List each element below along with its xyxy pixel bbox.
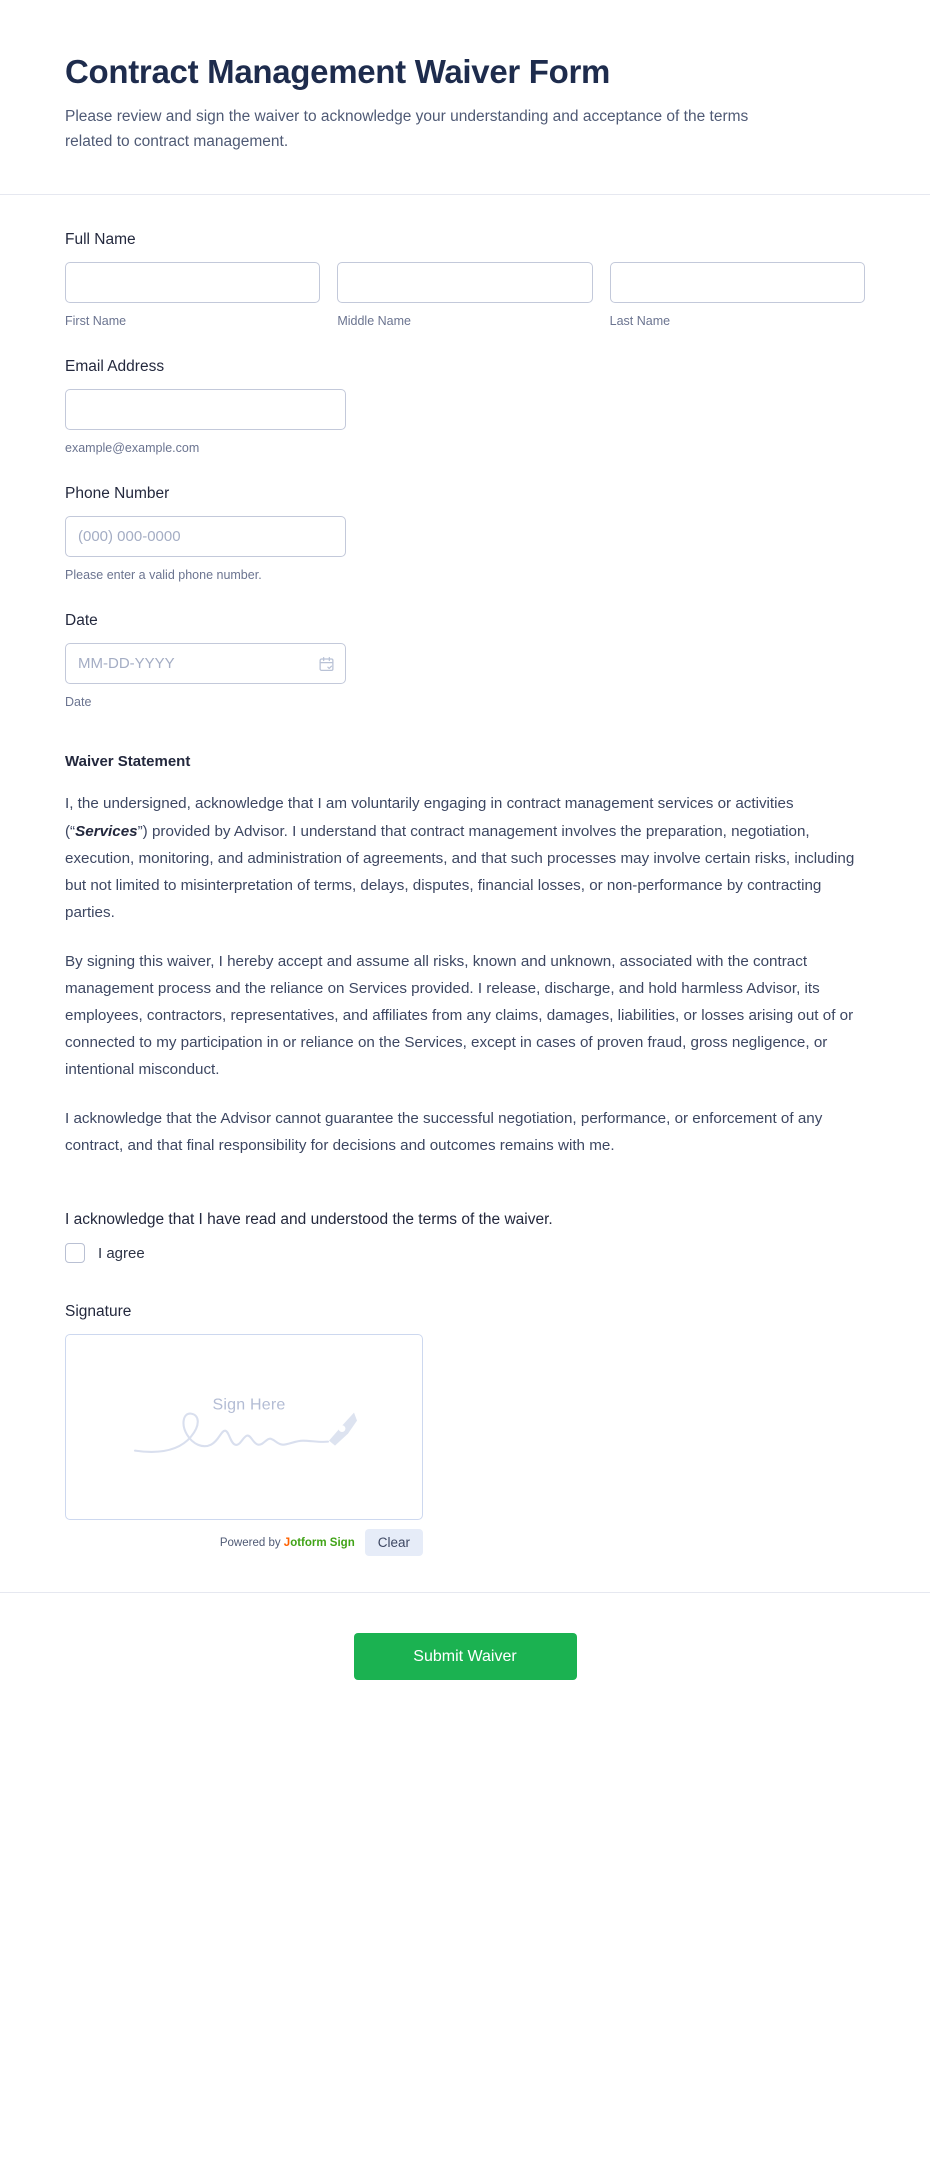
form-footer [0, 1592, 930, 1740]
signature-section [65, 1303, 865, 1556]
signature-pad[interactable] [65, 1334, 423, 1520]
first-name-input[interactable] [65, 262, 320, 303]
phone-label: Phone Number [65, 485, 170, 503]
page-title: Contract Management Waiver Form [65, 53, 611, 90]
waiver-paragraph-2: By signing this waiver, I hereby accept and assume all risks, known and unknown, associated with the contract management process and the reliance on Services provided. I release, discharge, and hold harmless Advisor, its employees, contractors, representatives, and affiliates from any claims, damages, liabilities, or losses arising out of or connected to my participation in or reliance on the Services, except in cases of proven fraud, gross negligence, or intentional misconduct. [65, 952, 854, 1078]
email-label: Email Address [65, 358, 165, 376]
middle-name-column [337, 262, 592, 328]
acknowledgement-question: I acknowledge that I have read and understood the terms of the waiver. [65, 1211, 553, 1229]
field-phone-number [65, 485, 865, 582]
clear-signature-button[interactable]: Clear [365, 1529, 423, 1556]
first-name-column [65, 262, 320, 328]
waiver-paragraph-1 [65, 790, 865, 925]
phone-field[interactable] [65, 516, 346, 557]
form-header [0, 0, 930, 195]
waiver-paragraph-1-after: ”) provided by Advisor. I understand that contract management involves the preparation, negotiation, execution, monitoring, and administration of agreements, and that such processes may involve certain risks, including but not limited to misinterpretation of terms, delays, disputes, financial losses, or non-performance by contracting parties. [65, 822, 855, 921]
form-body [0, 195, 930, 1556]
waiver-statement-section [65, 753, 865, 1159]
middle-name-sublabel: Middle Name [337, 314, 411, 329]
acknowledgement-checkbox-row[interactable] [65, 1243, 865, 1263]
last-name-sublabel: Last Name [609, 314, 671, 329]
jotform-brand-initial: J [283, 1536, 291, 1549]
date-input-wrap [65, 643, 346, 684]
email-field[interactable] [65, 389, 346, 430]
signature-placeholder [66, 1397, 422, 1463]
field-date [65, 612, 865, 709]
sign-here-text: Sign Here [212, 1396, 286, 1414]
waiver-paragraph-3: I acknowledge that the Advisor cannot guarantee the successful negotiation, performance, or enforcement of any contract, and that final responsibility for decisions and outcomes remains with me. [65, 1109, 823, 1154]
waiver-paragraph-1-before: I, the undersigned, acknowledge that I am voluntarily engaging in contract management services or activities (“ [65, 795, 794, 840]
powered-by-jotform-sign [220, 1537, 355, 1549]
agree-checkbox[interactable] [65, 1243, 85, 1263]
date-field[interactable] [65, 643, 346, 684]
phone-sublabel: Please enter a valid phone number. [65, 568, 262, 583]
date-sublabel: Date [65, 695, 92, 710]
page-subtitle: Please review and sign the waiver to acknowledge your understanding and acceptance of the terms related to contract management. [65, 108, 749, 151]
waiver-statement-heading: Waiver Statement [65, 753, 191, 771]
email-input-wrap [65, 389, 346, 430]
acknowledgement-section [65, 1211, 865, 1263]
agree-checkbox-label: I agree [98, 1244, 145, 1262]
waiver-services-emphasis: Services [75, 822, 138, 840]
signature-footer [65, 1529, 423, 1556]
middle-name-input[interactable] [337, 262, 592, 303]
field-full-name [65, 231, 865, 328]
last-name-column [610, 262, 865, 328]
date-label: Date [65, 612, 98, 630]
signature-label: Signature [65, 1303, 132, 1321]
field-email-address [65, 358, 865, 455]
full-name-label: Full Name [65, 231, 136, 249]
signature-scribble-icon [129, 1401, 359, 1463]
first-name-sublabel: First Name [65, 314, 127, 329]
powered-by-prefix: Powered by [219, 1536, 284, 1549]
phone-input-wrap [65, 516, 346, 557]
jotform-brand-name: otform Sign [290, 1536, 355, 1549]
full-name-row [65, 262, 865, 328]
email-sublabel: example@example.com [65, 441, 200, 456]
submit-waiver-button[interactable]: Submit Waiver [354, 1633, 577, 1680]
fountain-pen-icon [329, 1413, 357, 1446]
last-name-input[interactable] [610, 262, 865, 303]
